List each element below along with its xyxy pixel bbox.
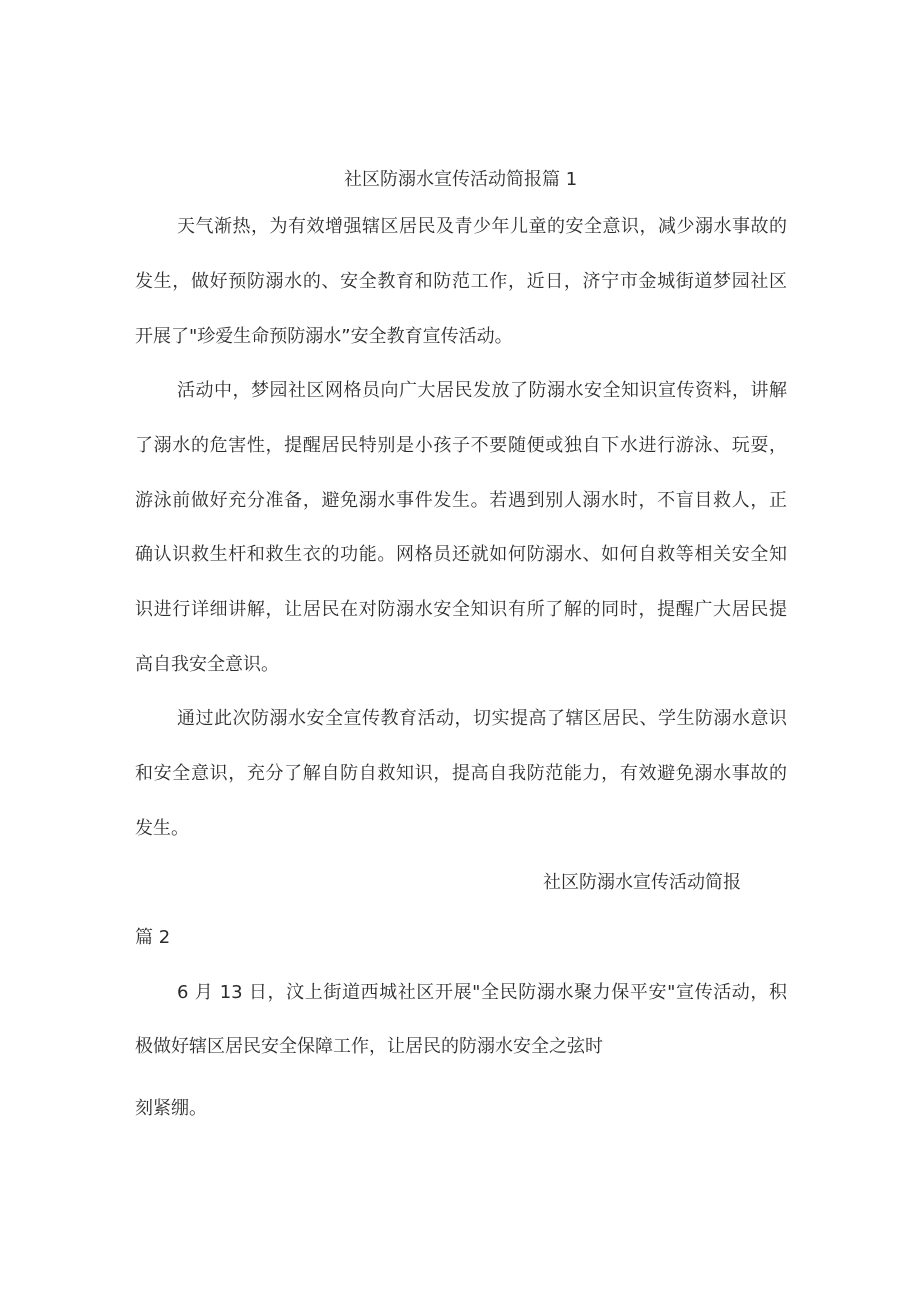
paragraph-line: 发生，做好预防溺水的、安全教育和防范工作，近日，济宁市金城街道梦园社区 (135, 271, 787, 292)
paragraph-line: 通过此次防溺水安全宣传教育活动，切实提高了辖区居民、学生防溺水意识 (177, 708, 787, 729)
paragraph-line: 活动中，梦园社区网格员向广大居民发放了防溺水安全知识宣传资料，讲解 (177, 380, 787, 401)
paragraph-line: 极做好辖区居民安全保障工作，让居民的防溺水安全之弦时 (135, 1036, 603, 1057)
paragraph-line: 游泳前做好充分准备，避免溺水事件发生。若遇到别人溺水时，不盲目救人，正 (135, 490, 787, 511)
paragraph-line: 了溺水的危害性，提醒居民特别是小孩子不要随便或独自下水进行游泳、玩耍， (135, 435, 787, 456)
section2-title: 社区防溺水宣传活动简报 (543, 872, 741, 893)
paragraph-line: 识进行详细讲解，让居民在对防溺水安全知识有所了解的同时，提醒广大居民提 (135, 599, 787, 620)
paragraph-line: 开展了"珍爱生命预防溺水”安全教育宣传活动。 (135, 326, 513, 347)
section1-title: 社区防溺水宣传活动简报篇 1 (344, 169, 578, 190)
paragraph-line: 6 月 13 日，汶上街道西城社区开展"全民防溺水聚力保平安"宣传活动，积 (177, 982, 787, 1003)
paragraph-line: 和安全意识，充分了解自防自救知识，提高自我防范能力，有效避免溺水事故的 (135, 763, 787, 784)
paragraph-line: 刻紧绷。 (135, 1098, 207, 1119)
paragraph-line: 发生。 (135, 818, 189, 839)
paragraph-line: 确认识救生杆和救生衣的功能。网格员还就如何防溺水、如何自救等相关安全知 (135, 544, 787, 565)
paragraph-line: 天气渐热，为有效增强辖区居民及青少年儿童的安全意识，减少溺水事故的 (177, 216, 787, 237)
section2-title-continued: 篇 2 (135, 927, 171, 948)
paragraph-line: 高自我安全意识。 (135, 654, 279, 675)
